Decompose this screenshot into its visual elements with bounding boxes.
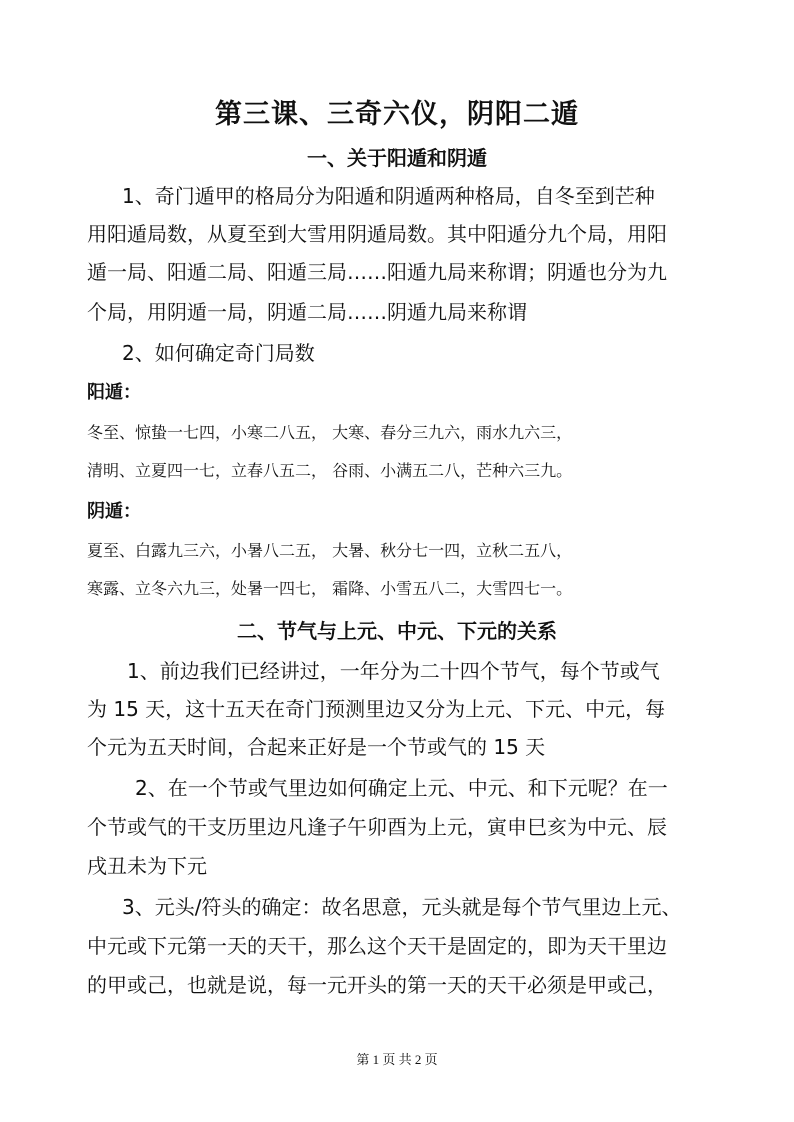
paragraph-line: 的甲或己，也就是说，每一元开头的第一天的天干必须是甲或己， — [87, 973, 667, 997]
paragraph-line: 1、奇门遁甲的格局分为阳遁和阴遁两种格局，自冬至到芒种 — [122, 184, 655, 208]
paragraph-line: 个节或气的干支历里边凡逢子午卯酉为上元，寅申巳亥为中元、辰 — [87, 815, 667, 839]
page-number: 第 1 页 共 2 页 — [356, 1052, 438, 1067]
page-title: 第三课、三奇六仪，阴阳二遁 — [215, 99, 579, 130]
paragraph-line: 中元或下元第一天的天干，那么这个天干是固定的，即为天干里边 — [87, 934, 667, 958]
paragraph-line: 个局，用阴遁一局，阴遁二局……阴遁九局来称谓 — [87, 300, 527, 324]
paragraph-line: 为 15 天，这十五天在奇门预测里边又分为上元、下元、中元，每 — [87, 697, 666, 721]
yang-dun-line: 冬至、惊蛰一七四，小寒二八五， 大寒、春分三九六，雨水九六三， — [87, 423, 573, 442]
paragraph-line: 2、在一个节或气里边如何确定上元、中元、和下元呢？在一 — [135, 776, 668, 800]
paragraph-line: 3、元头/符头的确定：故名思意，元头就是每个节气里边上元、 — [122, 895, 682, 919]
yin-dun-line: 夏至、白露九三六，小暑八二五， 大暑、秋分七一四，立秋二五八， — [87, 541, 573, 560]
paragraph-line: 2、如何确定奇门局数 — [122, 341, 315, 365]
paragraph-line: 遁一局、阳遁二局、阳遁三局……阳遁九局来称谓；阴遁也分为九 — [87, 260, 667, 284]
paragraph-line: 戌丑未为下元 — [87, 854, 207, 878]
section2-heading: 二、节气与上元、中元、下元的关系 — [237, 619, 557, 643]
yin-dun-label: 阴遁： — [87, 501, 141, 522]
section1-heading: 一、关于阳遁和阴遁 — [307, 146, 487, 170]
paragraph-line: 1、前边我们已经讲过，一年分为二十四个节气，每个节或气 — [127, 659, 660, 683]
paragraph-line: 用阳遁局数，从夏至到大雪用阴遁局数。其中阳遁分九个局，用阳 — [87, 222, 667, 246]
yang-dun-label: 阳遁： — [87, 382, 141, 403]
yang-dun-line: 清明、立夏四一七，立春八五二， 谷雨、小满五二八，芒种六三九。 — [87, 461, 573, 480]
yin-dun-line: 寒露、立冬六九三，处暑一四七， 霜降、小雪五八二，大雪四七一。 — [87, 579, 573, 598]
paragraph-line: 个元为五天时间，合起来正好是一个节或气的 15 天 — [87, 735, 546, 759]
